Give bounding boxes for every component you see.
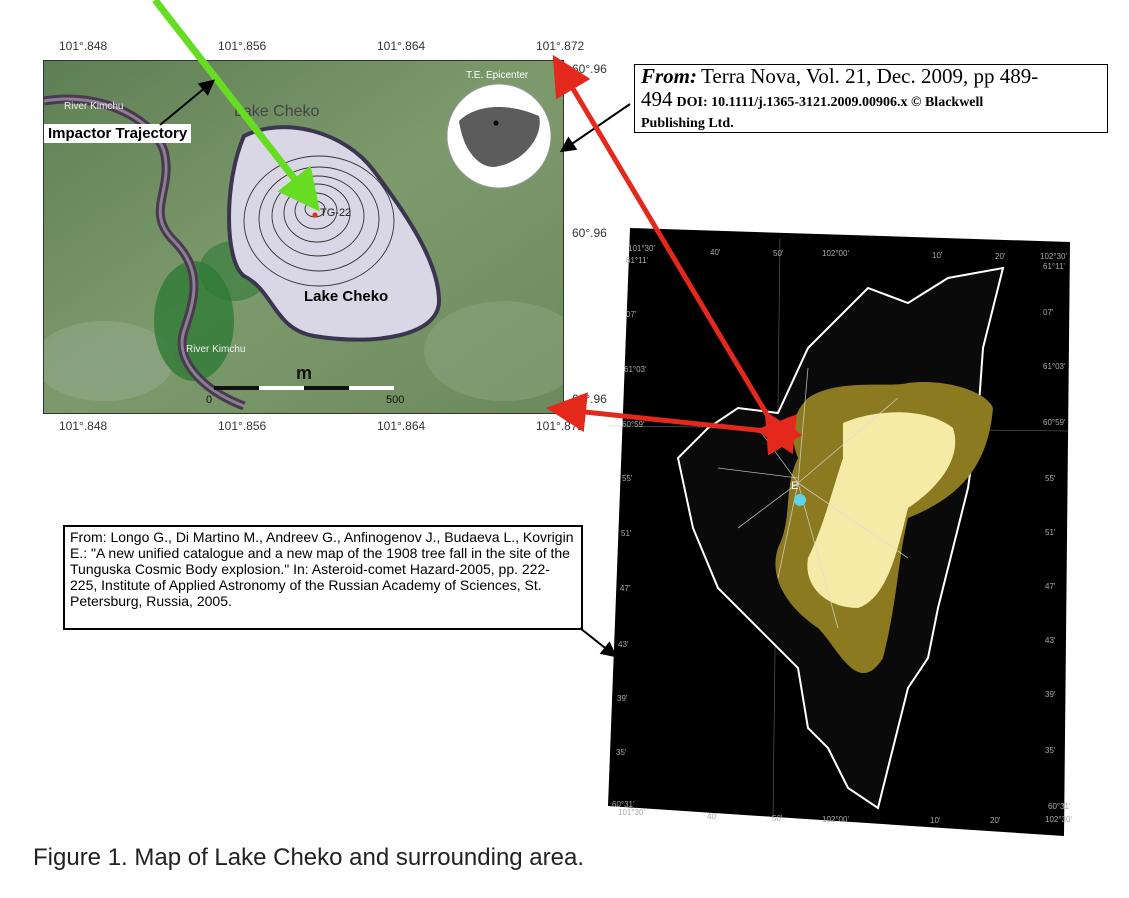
tf-top-tick: 101°30' — [628, 244, 655, 253]
tf-left-tick: 55' — [622, 474, 633, 483]
lon-tick-top: 101°.864 — [377, 39, 426, 53]
tf-right-tick: 43' — [1045, 636, 1056, 645]
tf-left-tick: 43' — [618, 640, 629, 649]
citation-line2b: DOI: 10.1111/j.1365-3121.2009.00906.x © Blackwell — [676, 95, 984, 110]
scale-unit: m — [296, 363, 313, 383]
tf-bottom-tick: 50' — [772, 814, 783, 823]
river-label: River Kimchu — [186, 344, 246, 355]
tf-right-tick: 51' — [1045, 528, 1056, 537]
lon-tick-bottom: 101°.872 — [536, 419, 585, 433]
lon-tick-top: 101°.848 — [59, 39, 108, 53]
sample-label: TG-22 — [320, 207, 352, 219]
tf-top-tick: 50' — [773, 249, 784, 258]
citation-line1: Terra Nova, Vol. 21, Dec. 2009, pp 489- — [701, 64, 1039, 88]
tf-top-tick: 102°30' — [1040, 252, 1067, 261]
center-label: E — [791, 480, 799, 492]
tf-left-tick: 61°03' — [624, 365, 647, 374]
tf-bottom-tick: 102°30' — [1045, 815, 1072, 824]
lat-tick: 60°.96 — [572, 226, 607, 240]
tf-bottom-tick: 40' — [707, 812, 718, 821]
lake-label: Lake Cheko — [304, 288, 389, 305]
lon-tick-bottom: 101°.856 — [218, 419, 267, 433]
impactor-label: Impactor Trajectory — [44, 124, 191, 143]
tf-right-tick: 61°11' — [1043, 262, 1065, 271]
lat-tick: 60°.96 — [572, 392, 607, 406]
label-pointer — [160, 82, 212, 125]
tf-right-tick: 35' — [1045, 746, 1056, 755]
tf-top-tick: 40' — [710, 248, 721, 257]
tf-left-tick: 07' — [626, 310, 637, 319]
scale-start: 0 — [206, 394, 213, 406]
tf-bottom-tick: 10' — [930, 816, 941, 825]
tf-left-tick: 47' — [620, 584, 631, 593]
tf-bottom-tick: 102°00' — [822, 815, 849, 824]
tf-right-tick: 61°03' — [1043, 362, 1066, 371]
red-arrow-bottom — [566, 410, 775, 432]
tf-bottom-tick: 20' — [990, 816, 1001, 825]
tf-top-tick: 10' — [932, 251, 943, 260]
tf-left-tick: 39' — [617, 694, 628, 703]
tf-top-tick: 20' — [995, 252, 1006, 261]
lon-tick-top: 101°.856 — [218, 39, 267, 53]
tf-bottom-tick: 101°30' — [618, 808, 645, 817]
river-label: River Kimchu — [64, 101, 124, 112]
tf-top-tick: 102°00' — [822, 249, 849, 258]
citation-lead: From: — [641, 64, 698, 88]
lake-title: Lake Cheko — [234, 103, 320, 120]
tf-right-tick: 60°31' — [1048, 802, 1071, 811]
impactor-arrow — [155, 0, 307, 195]
lon-tick-bottom: 101°.848 — [59, 419, 108, 433]
scale-end: 500 — [386, 394, 405, 406]
red-arrow-top — [563, 72, 775, 428]
epicenter-label: T.E. Epicenter — [466, 70, 529, 81]
tf-left-tick: 35' — [616, 748, 627, 757]
tf-left-tick: 60°31' — [612, 800, 635, 809]
tf-right-tick: 39' — [1045, 690, 1056, 699]
source-citation-bottom: From: Longo G., Di Martino M., Andreev G., Anfinogenov J., Budaeva L., Kovrigin E.: "A new unified catalogue and a new map of the 1908 tree fall in the site of the Tunguska Cosmic Body explosion." In: Asteroid-comet Hazard-2005, pp. 222-225, Institute of Applied Astronomy of the Russian Academy of Sciences, St. Petersburg, Russia, 2005. — [63, 525, 583, 630]
tf-left-tick: 51' — [621, 529, 632, 538]
tf-right-tick: 07' — [1043, 308, 1054, 317]
lat-tick: 60°.96 — [572, 62, 607, 76]
tf-left-tick: 60°59' — [622, 420, 645, 429]
tf-right-tick: 60°59' — [1043, 418, 1066, 427]
lon-tick-top: 101°.872 — [536, 39, 585, 53]
figure-caption: Figure 1. Map of Lake Cheko and surrounding area. — [33, 844, 585, 871]
tf-right-tick: 55' — [1045, 474, 1056, 483]
bottom-citation-pointer — [580, 628, 614, 655]
citation-line2a: 494 — [641, 87, 673, 111]
lon-tick-bottom: 101°.864 — [377, 419, 426, 433]
tf-left-tick: 61°11' — [626, 256, 648, 265]
tf-right-tick: 47' — [1045, 582, 1056, 591]
citation-line3: Publishing Ltd. — [641, 116, 734, 131]
